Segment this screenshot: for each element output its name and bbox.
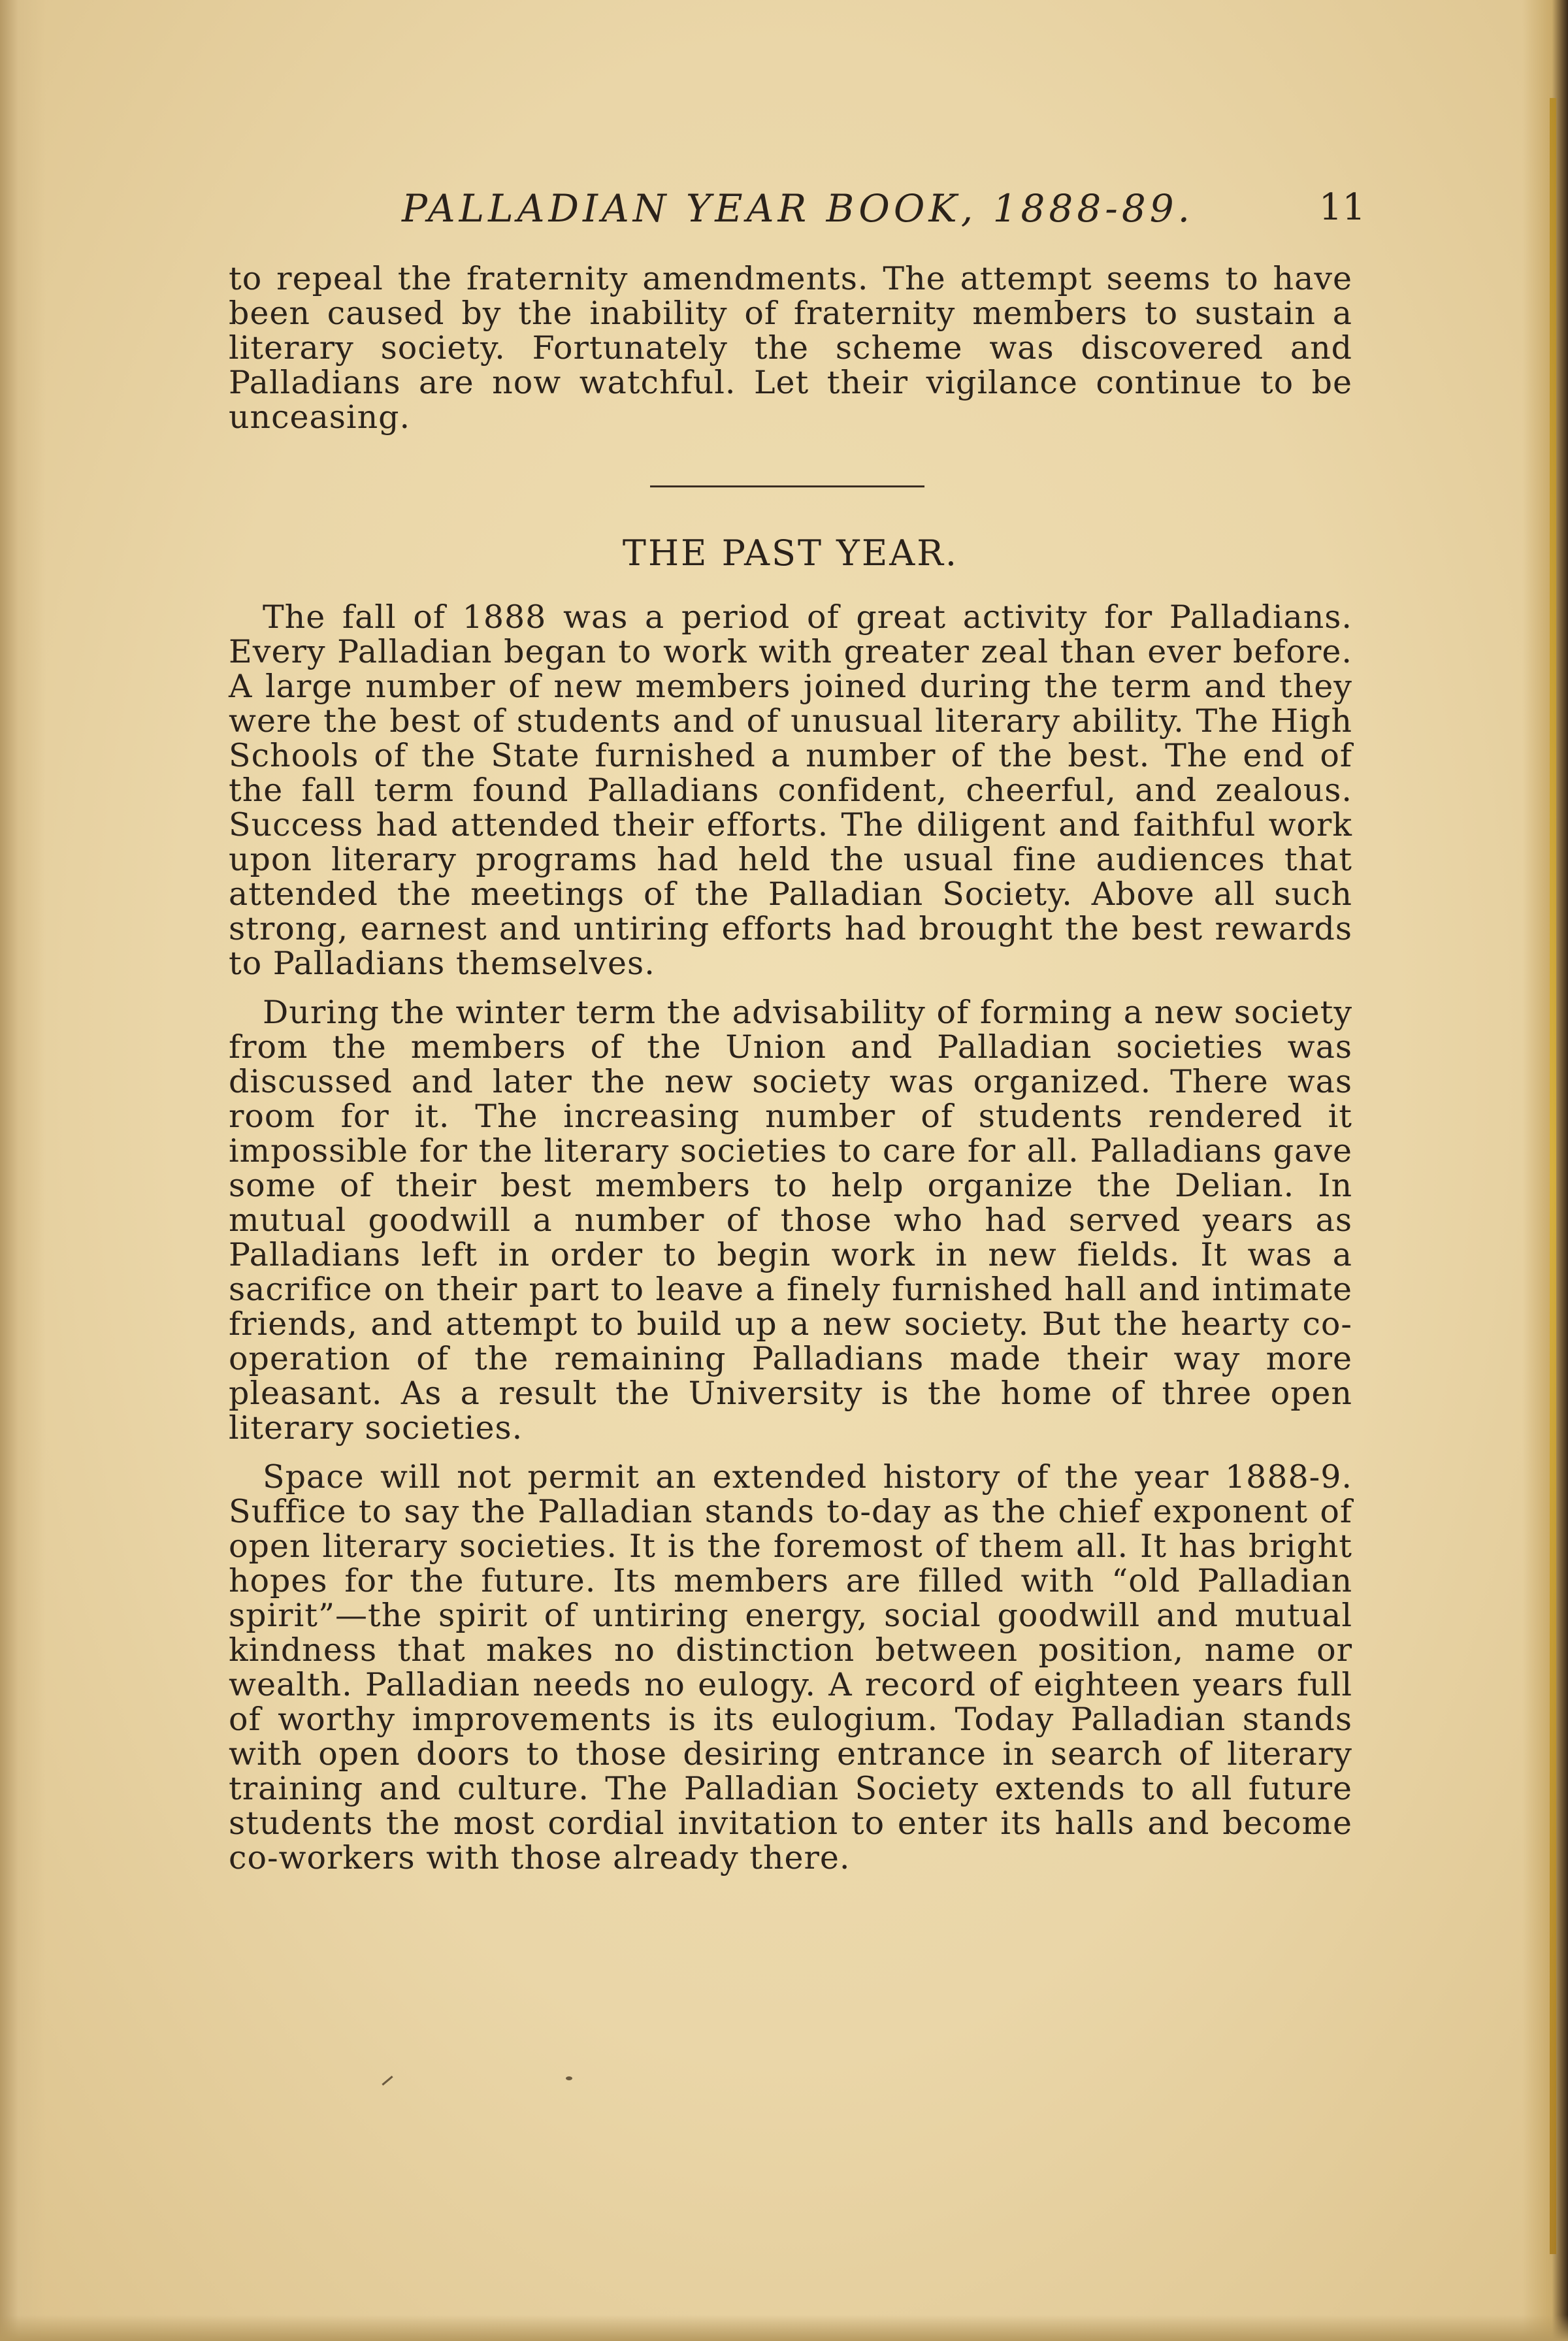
paragraph: Space will not permit an extended history of the year 1888-9. Suffice to say the Palladian stands to-day as the chief exponent of open literary societies. It is the foremost of them all. It has bright hopes for the future. Its members are filled with “old Palladian spirit”—the spirit of untiring energy, social goodwill and mutual kindness that makes no distinction between position, name or wealth. Palladian needs no eulogy. A record of eighteen years full of worthy improvements is its eulogium. Today Palladian stands with open doors to those desiring entrance in search of literary training and culture. The Palladian Society extends to all future students the most cordial invitation to enter its halls and become co-workers with those already there. [229,1458,1352,1876]
paragraph: The fall of 1888 was a period of great activity for Palladians. Every Palladian began to work with greater zeal than ever before. A large number of new members joined during the term and they were the best of students and of unusual literary ability. The High Schools of the State furnished a number of the best. The end of the fall term found Palladians confident, cheerful, and zealous. Success had attended their efforts. The diligent and faithful work upon literary programs had held the usual fine audiences that attended the meetings of the Palladian Society. Above all such strong, earnest and untiring efforts had brought the best rewards to Palladians themselves. [229,598,1352,982]
opening-paragraph: to repeal the fraternity amendments. The attempt seems to have been caused by the inability of fraternity members to sustain a literary society. Fortunately the scheme was discovered and Palladians are now watchful. Let their vigilance continue to be unceasing. [229,260,1352,436]
running-title: PALLADIAN YEAR BOOK, 1888-89. [402,186,1194,231]
section-heading: THE PAST YEAR. [622,532,959,574]
section-body [229,600,1352,1890]
section-divider [650,485,924,487]
paragraph: During the winter term the advisability of forming a new society from the members of the Union and Palladian societies was discussed and later the new society was organized. There was room for it. The increasing number of students rendered it impossible for the literary societies to care for all. Palladians gave some of their best members to help organize the Delian. In mutual goodwill a number of those who had served years as Palladians left in order to begin work in new fields. It was a sacrifice on their part to leave a finely furnished hall and intimate friends, and attempt to build up a new society. But the hearty co-operation of the remaining Palladians made their way more pleasant. As a result the University is the home of three open literary societies. [229,994,1352,1447]
book-edge [1522,0,1568,2341]
bottom-edge-shadow [0,2315,1568,2341]
gilt-edge [1550,98,1556,2254]
page-number: 11 [1318,186,1365,229]
binding-shadow [0,0,46,2341]
ink-mark [566,2076,572,2080]
page-header [229,186,1365,245]
opening-paragraph-block [229,261,1352,434]
